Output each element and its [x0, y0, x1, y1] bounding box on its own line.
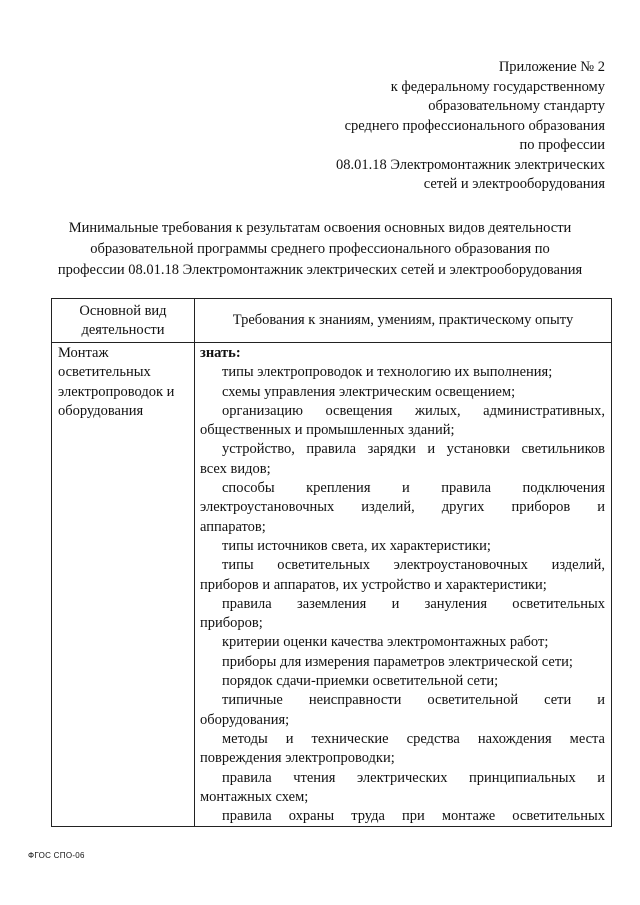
requirement-item-cont: оборудования; — [200, 711, 290, 728]
appendix-line: образовательному стандарту — [428, 98, 605, 114]
requirement-item-cont: всех видов; — [200, 460, 271, 477]
know-label: знать: — [200, 345, 241, 361]
activity-cell — [52, 343, 195, 827]
requirement-item-cont: приборов и аппаратов, их устройство и характеристики; — [200, 576, 547, 593]
table-header-row — [52, 299, 612, 343]
header-requirements: Требования к знаниям, умениям, практическому опыту — [195, 299, 612, 343]
requirement-item: способы крепления и правила подключения — [222, 480, 605, 497]
requirement-item: типичные неисправности осветительной сети и — [222, 692, 605, 709]
header-activity — [52, 299, 195, 343]
requirement-item-cont: электроустановочных изделий, других приборов и — [200, 499, 605, 516]
activity-line: электропроводок и — [58, 383, 175, 400]
activity-line: осветительных — [58, 364, 151, 381]
title-line: Минимальные требования к результатам освоения основных видов деятельности — [68, 220, 572, 236]
appendix-line: к федеральному государственному — [390, 78, 605, 95]
title-line: профессии 08.01.18 Электромонтажник электрических сетей и электрооборудования — [57, 262, 583, 278]
requirement-item: методы и технические средства нахождения места — [222, 730, 605, 747]
header-activity-line: Основной вид — [79, 303, 167, 319]
document-title — [30, 218, 610, 281]
requirement-item-cont: приборов; — [200, 615, 263, 632]
appendix-block — [336, 58, 605, 195]
footer-code: ФГОС СПО-06 — [28, 851, 85, 860]
requirement-item: приборы для измерения параметров электрической сети; — [222, 653, 573, 670]
requirement-item: схемы управления электрическим освещением; — [222, 383, 516, 400]
requirement-item-cont: общественных и промышленных зданий; — [200, 422, 455, 439]
requirement-item: критерии оценки качества электромонтажных работ; — [222, 634, 549, 651]
appendix-line: по профессии — [519, 137, 605, 153]
appendix-line: Приложение № 2 — [498, 59, 605, 75]
requirement-item: типы электропроводок и технологию их выполнения; — [222, 364, 553, 381]
appendix-line: среднего профессионального образования — [344, 117, 605, 134]
requirement-item: правила чтения электрических принципиальных и — [222, 769, 605, 786]
requirements-table — [51, 298, 612, 827]
activity-line: оборудования — [58, 402, 144, 419]
requirement-item-cont: повреждения электропроводки; — [200, 750, 395, 767]
requirement-item-cont: аппаратов; — [200, 518, 266, 535]
table-row — [52, 343, 612, 827]
requirements-cell — [195, 343, 612, 827]
header-activity-line: деятельности — [81, 322, 165, 338]
requirement-item: правила охраны труда при монтаже осветительных — [222, 808, 605, 825]
title-line: образовательной программы среднего профессионального образования по — [90, 241, 550, 257]
appendix-line: 08.01.18 Электромонтажник электрических — [336, 156, 605, 173]
requirement-item: порядок сдачи-приемки осветительной сети; — [222, 673, 499, 690]
requirement-item: типы источников света, их характеристики; — [222, 537, 491, 554]
requirement-item: организацию освещения жилых, административных, — [222, 402, 605, 419]
requirement-item: устройство, правила зарядки и установки светильников — [222, 441, 605, 458]
appendix-line: сетей и электрооборудования — [423, 176, 605, 192]
requirement-item: правила заземления и зануления осветительных — [222, 595, 605, 612]
requirement-item-cont: монтажных схем; — [200, 788, 309, 805]
activity-line: Монтаж — [58, 345, 109, 361]
requirement-item: типы осветительных электроустановочных изделий, — [222, 557, 605, 574]
